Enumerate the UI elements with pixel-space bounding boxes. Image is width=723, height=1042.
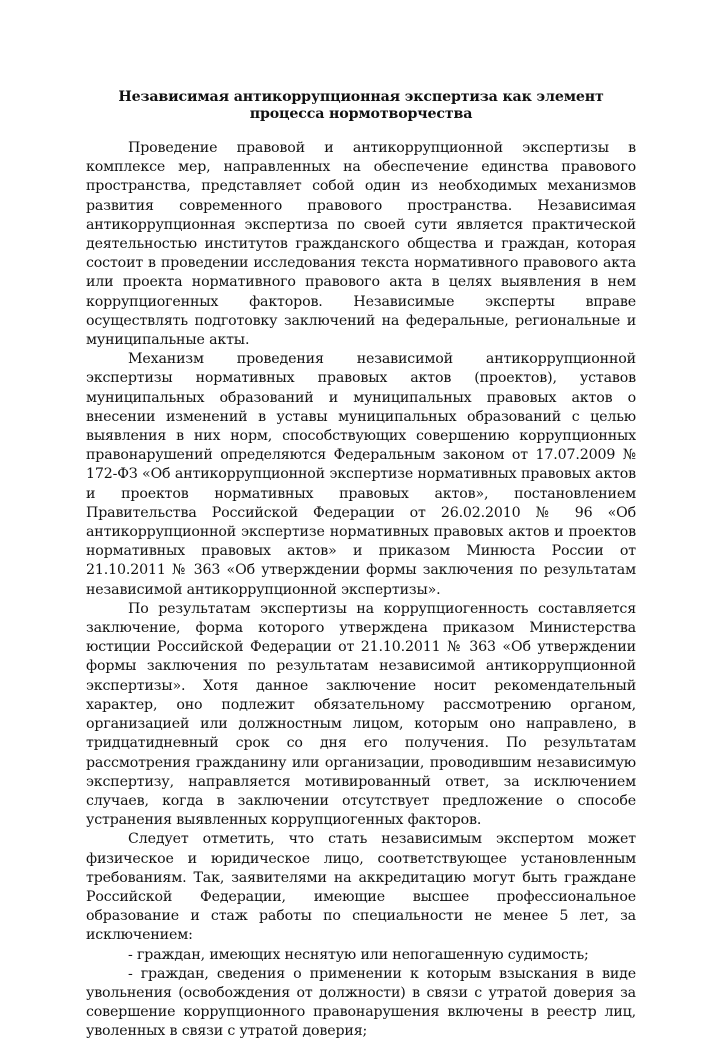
- list-item-exception-criminal-record: - граждан, имеющих неснятую или непогашенную судимость;: [128, 946, 589, 963]
- paragraph-intro: Проведение правовой и антикоррупционной экспертизы в комплексе мер, направленных на обеспечение единства правового пространства, представляет собой один из необходимых механизмов развития современного правового пространства. Независимая антикоррупционная экспертиза по своей сути является практической деятельностью институтов гражданского общества и граждан, которая состоит в проведении исследования текста нормативного правового акта или проекта нормативного правового акта в целях выявления в нем коррупциогенных факторов. Независимые эксперты вправе осуществлять подготовку заключений на федеральные, региональные и муниципальные акты.: [86, 140, 636, 349]
- list-item-exception-dismissal-registry: - граждан, сведения о применении к которым взыскания в виде увольнения (освобождения от должности) в связи с утратой доверия за совершение коррупционного правонарушения включены в реестр лиц, уволенных в связи с утратой доверия;: [86, 965, 636, 1040]
- paragraph-expert-requirements: Следует отметить, что стать независимым экспертом может физическое и юридическое лицо, соответствующее установленным требованиям. Так, заявителями на аккредитацию могут быть граждане Российской Федерации, имеющие высшее профессиональное образование и стаж работы по специальности не менее 5 лет, за исключением:: [86, 831, 636, 944]
- document-title: Независимая антикоррупционная экспертиза как элемент процесса нормотворчества: [118, 89, 604, 122]
- document-body: [86, 89, 636, 1042]
- paragraph-results: По результатам экспертизы на коррупциогенность составляется заключение, форма которого утверждена приказом Министерства юстиции Российской Федерации от 21.10.2011 № 363 «Об утверждении формы заключения по результатам независимой антикоррупционной экспертизы». Хотя данное заключение носит рекомендательный характер, оно подлежит обязательному рассмотрению органом, организацией или должностным лицом, которым оно направлено, в тридцатидневный срок со дня его получения. По результатам рассмотрения гражданину или организации, проводившим независимую экспертизу, направляется мотивированный ответ, за исключением случаев, когда в заключении отсутствует предложение о способе устранения выявленных коррупциогенных факторов.: [86, 600, 636, 829]
- paragraph-mechanism: Механизм проведения независимой антикоррупционной экспертизы нормативных правовых актов (проектов), уставов муниципальных образований и муниципальных правовых актов о внесении изменений в уставы муниципальных образований с целью выявления в них норм, способствующих совершению коррупционных правонарушений определяются Федеральным законом от 17.07.2009 № 172-ФЗ «Об антикоррупционной экспертизе нормативных правовых актов и проектов нормативных правовых актов», постановлением Правительства Российской Федерации от 26.02.2010 № 96 «Об антикоррупционной экспертизе нормативных правовых актов и проектов нормативных правовых актов» и приказом Минюста России от 21.10.2011 № 363 «Об утверждении формы заключения по результатам независимой антикоррупционной экспертизы».: [86, 351, 636, 598]
